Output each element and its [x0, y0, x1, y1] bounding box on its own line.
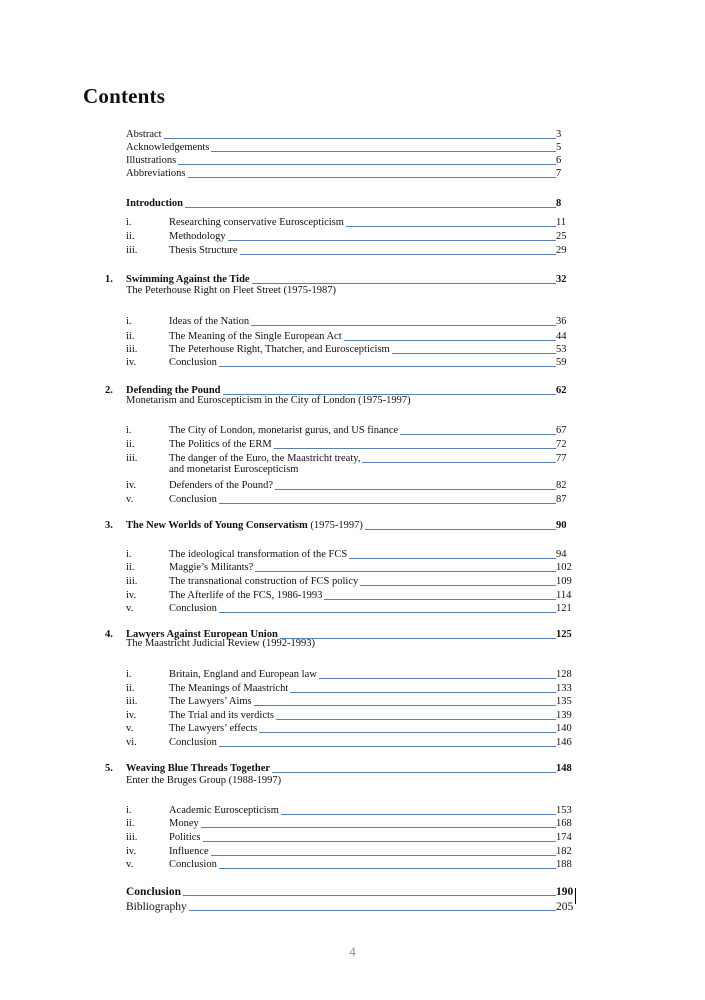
- entry-number: 2.: [105, 385, 113, 396]
- entry-page-number: 72: [556, 439, 567, 450]
- entry-label: The Lawyers’ Aims: [169, 696, 252, 707]
- entry-page-number: 148: [556, 763, 572, 774]
- entry-number: 3.: [105, 520, 113, 531]
- entry-number: 1.: [105, 274, 113, 285]
- entry-label: Conclusion: [169, 859, 217, 870]
- dot-leader: [169, 503, 556, 504]
- entry-number: v.: [126, 859, 134, 870]
- entry-page-number: 3: [556, 129, 562, 140]
- dot-leader: [169, 746, 556, 747]
- entry-label: Defending the Pound: [126, 385, 221, 396]
- entry-label: Acknowledgements: [126, 142, 210, 153]
- dot-leader: [126, 164, 556, 165]
- entry-label: The Peterhouse Right, Thatcher, and Euroscepticism: [169, 344, 390, 355]
- toc-entry-section[interactable]: [0, 229, 705, 243]
- dot-leader: [169, 841, 556, 842]
- entry-page-number: 128: [556, 669, 572, 680]
- entry-page-number: 7: [556, 168, 562, 179]
- toc-entry-section[interactable]: [0, 451, 705, 465]
- toc-entry-section[interactable]: [0, 830, 705, 844]
- toc-entry-section[interactable]: [0, 492, 705, 506]
- toc-entry-section[interactable]: [0, 478, 705, 492]
- chapter-subtitle: The Maastricht Judicial Review (1992-1993): [126, 638, 315, 649]
- entry-page-number: 44: [556, 331, 567, 342]
- toc-entry-section[interactable]: [0, 816, 705, 830]
- entry-page-number: 53: [556, 344, 567, 355]
- entry-number: iv.: [126, 846, 137, 857]
- entry-page-number: 77: [556, 453, 567, 464]
- toc-entry-introduction[interactable]: [0, 196, 705, 210]
- entry-label: Methodology: [169, 231, 226, 242]
- entry-number: iii.: [126, 245, 138, 256]
- entry-page-number: 109: [556, 576, 572, 587]
- entry-page-number: 102: [556, 562, 572, 573]
- entry-number: iii.: [126, 344, 138, 355]
- dot-leader: [169, 855, 556, 856]
- toc-entry-section[interactable]: [0, 844, 705, 858]
- entry-label: Researching conservative Euroscepticism: [169, 217, 344, 228]
- entry-label: The Meaning of the Single European Act: [169, 331, 342, 342]
- entry-page-number: 59: [556, 357, 567, 368]
- toc-entry-section[interactable]: [0, 355, 705, 369]
- entry-number: i.: [126, 217, 132, 228]
- entry-number: iv.: [126, 357, 137, 368]
- entry-page-number: 121: [556, 603, 572, 614]
- entry-page-number: 174: [556, 832, 572, 843]
- entry-number: ii.: [126, 562, 135, 573]
- entry-label: Abbreviations: [126, 168, 186, 179]
- entry-number: i.: [126, 316, 132, 327]
- toc-entry-chapter[interactable]: [0, 518, 705, 532]
- toc-entry-section[interactable]: [0, 574, 705, 588]
- toc-entry-chapter[interactable]: [0, 272, 705, 286]
- entry-label: Weaving Blue Threads Together: [126, 763, 271, 774]
- entry-page-number: 146: [556, 737, 572, 748]
- entry-label: The Trial and its verdicts: [169, 710, 274, 721]
- entry-page-number: 140: [556, 723, 572, 734]
- entry-number: iii.: [126, 453, 138, 464]
- entry-label: Conclusion: [169, 357, 217, 368]
- entry-label: The danger of the Euro, the Maastricht treaty,: [169, 453, 361, 464]
- dot-leader: [169, 612, 556, 613]
- entry-page-number: 36: [556, 316, 567, 327]
- dot-leader: [169, 366, 556, 367]
- toc-entry-section[interactable]: [0, 681, 705, 695]
- entry-page-number: 205: [556, 901, 574, 913]
- entry-label: Britain, England and European law: [169, 669, 317, 680]
- toc-entry-section[interactable]: [0, 694, 705, 708]
- toc-entry-section[interactable]: [0, 423, 705, 437]
- entry-number: i.: [126, 425, 132, 436]
- toc-entry-section[interactable]: [0, 857, 705, 871]
- toc-entry-section[interactable]: [0, 547, 705, 561]
- entry-number: v.: [126, 723, 134, 734]
- entry-page-number: 5: [556, 142, 562, 153]
- dot-leader: [126, 895, 556, 896]
- toc-entry-section[interactable]: [0, 588, 705, 602]
- entry-label: The Politics of the ERM: [169, 439, 272, 450]
- page-number: 4: [349, 944, 356, 959]
- toc-entry-section[interactable]: [0, 437, 705, 451]
- toc-entry-section[interactable]: [0, 708, 705, 722]
- entry-page-number: 62: [556, 385, 567, 396]
- entry-number: iv.: [126, 710, 137, 721]
- entry-page-number: 11: [556, 217, 567, 228]
- entry-page-number: 168: [556, 818, 572, 829]
- dot-leader: [126, 138, 556, 139]
- chapter-subtitle: Monetarism and Euroscepticism in the City of London (1975-1997): [126, 395, 411, 406]
- toc-entry-section[interactable]: [0, 329, 705, 343]
- entry-number: ii.: [126, 818, 135, 829]
- entry-label: The Lawyers’ effects: [169, 723, 258, 734]
- entry-page-number: 90: [556, 520, 567, 531]
- toc-entry-chapter[interactable]: [0, 761, 705, 775]
- toc-entry-section[interactable]: [0, 803, 705, 817]
- toc-entry-front[interactable]: [0, 166, 705, 180]
- entry-number: iv.: [126, 590, 137, 601]
- toc-entry-back[interactable]: [0, 899, 705, 913]
- toc-entry-section[interactable]: [0, 601, 705, 615]
- entry-label: Maggie’s Militants?: [169, 562, 254, 573]
- entry-number: ii.: [126, 331, 135, 342]
- entry-page-number: 182: [556, 846, 572, 857]
- dot-leader: [169, 868, 556, 869]
- entry-label: The ideological transformation of the FCS: [169, 549, 348, 560]
- entry-label: Influence: [169, 846, 209, 857]
- toc-entry-front[interactable]: [0, 140, 705, 154]
- entry-number: iii.: [126, 832, 138, 843]
- entry-page-number: 153: [556, 805, 572, 816]
- entry-number: iii.: [126, 576, 138, 587]
- entry-page-number: 25: [556, 231, 567, 242]
- entry-label: The New Worlds of Young Conservatism (1975-1997): [126, 520, 363, 531]
- chapter-subtitle: Enter the Bruges Group (1988-1997): [126, 775, 282, 786]
- entry-label: Introduction: [126, 198, 183, 209]
- entry-label: Bibliography: [126, 901, 187, 913]
- entry-number: i.: [126, 805, 132, 816]
- entry-number: vi.: [126, 737, 137, 748]
- chapter-subtitle: The Peterhouse Right on Fleet Street (1975-1987): [126, 285, 336, 296]
- entry-page-number: 139: [556, 710, 572, 721]
- entry-number: v.: [126, 603, 134, 614]
- entry-label: Defenders of the Pound?: [169, 480, 274, 491]
- entry-page-number: 135: [556, 696, 572, 707]
- entry-page-number: 133: [556, 683, 572, 694]
- text-cursor: [575, 888, 576, 904]
- entry-page-number: 125: [556, 629, 572, 640]
- entry-number: ii.: [126, 439, 135, 450]
- toc-entry-section[interactable]: [0, 314, 705, 328]
- toc-entry-section[interactable]: [0, 667, 705, 681]
- entry-number: i.: [126, 549, 132, 560]
- entry-page-number: 94: [556, 549, 567, 560]
- entry-label: Conclusion: [169, 494, 217, 505]
- entry-label: Abstract: [126, 129, 162, 140]
- entry-label: Conclusion: [169, 603, 217, 614]
- dot-leader: [126, 207, 556, 208]
- entry-number: iii.: [126, 696, 138, 707]
- entry-label: Thesis Structure: [169, 245, 238, 256]
- entry-number: iv.: [126, 480, 137, 491]
- entry-label: Academic Euroscepticism: [169, 805, 279, 816]
- toc-entry-section[interactable]: [0, 342, 705, 356]
- entry-label: The Meanings of Maastricht: [169, 683, 289, 694]
- toc-entry-section[interactable]: [0, 735, 705, 749]
- dot-leader: [126, 910, 556, 911]
- entry-label: The Afterlife of the FCS, 1986-1993: [169, 590, 323, 601]
- entry-page-number: 114: [556, 590, 572, 601]
- section-label-continued: and monetarist Euroscepticism: [169, 464, 299, 475]
- entry-label: Ideas of the Nation: [169, 316, 250, 327]
- entry-label: Illustrations: [126, 155, 177, 166]
- entry-number: 4.: [105, 629, 113, 640]
- entry-page-number: 29: [556, 245, 567, 256]
- entry-page-number: 8: [556, 198, 562, 209]
- dot-leader: [169, 827, 556, 828]
- entry-page-number: 190: [556, 886, 574, 898]
- entry-page-number: 67: [556, 425, 567, 436]
- entry-label: The transnational construction of FCS policy: [169, 576, 359, 587]
- entry-label: Swimming Against the Tide: [126, 274, 250, 285]
- dot-leader: [126, 177, 556, 178]
- entry-label: The City of London, monetarist gurus, and US finance: [169, 425, 399, 436]
- toc-entry-section[interactable]: [0, 243, 705, 257]
- entry-label: Conclusion: [126, 886, 181, 898]
- toc-entry-chapter[interactable]: [0, 627, 705, 641]
- entry-page-number: 82: [556, 480, 567, 491]
- toc-entry-section[interactable]: [0, 560, 705, 574]
- toc-entry-back[interactable]: [0, 884, 705, 898]
- entry-label: Money: [169, 818, 199, 829]
- entry-page-number: 188: [556, 859, 572, 870]
- entry-label: Lawyers Against European Union: [126, 629, 278, 640]
- entry-page-number: 87: [556, 494, 567, 505]
- entry-number: ii.: [126, 231, 135, 242]
- toc-entry-section[interactable]: [0, 215, 705, 229]
- entry-label: Politics: [169, 832, 201, 843]
- entry-number: 5.: [105, 763, 113, 774]
- entry-page-number: 32: [556, 274, 567, 285]
- entry-label: Conclusion: [169, 737, 217, 748]
- entry-number: v.: [126, 494, 134, 505]
- entry-page-number: 6: [556, 155, 562, 166]
- entry-number: i.: [126, 669, 132, 680]
- toc-entry-front[interactable]: [0, 127, 705, 141]
- page-title: Contents: [83, 84, 166, 108]
- toc-entry-front[interactable]: [0, 153, 705, 167]
- toc-entry-section[interactable]: [0, 721, 705, 735]
- entry-number: ii.: [126, 683, 135, 694]
